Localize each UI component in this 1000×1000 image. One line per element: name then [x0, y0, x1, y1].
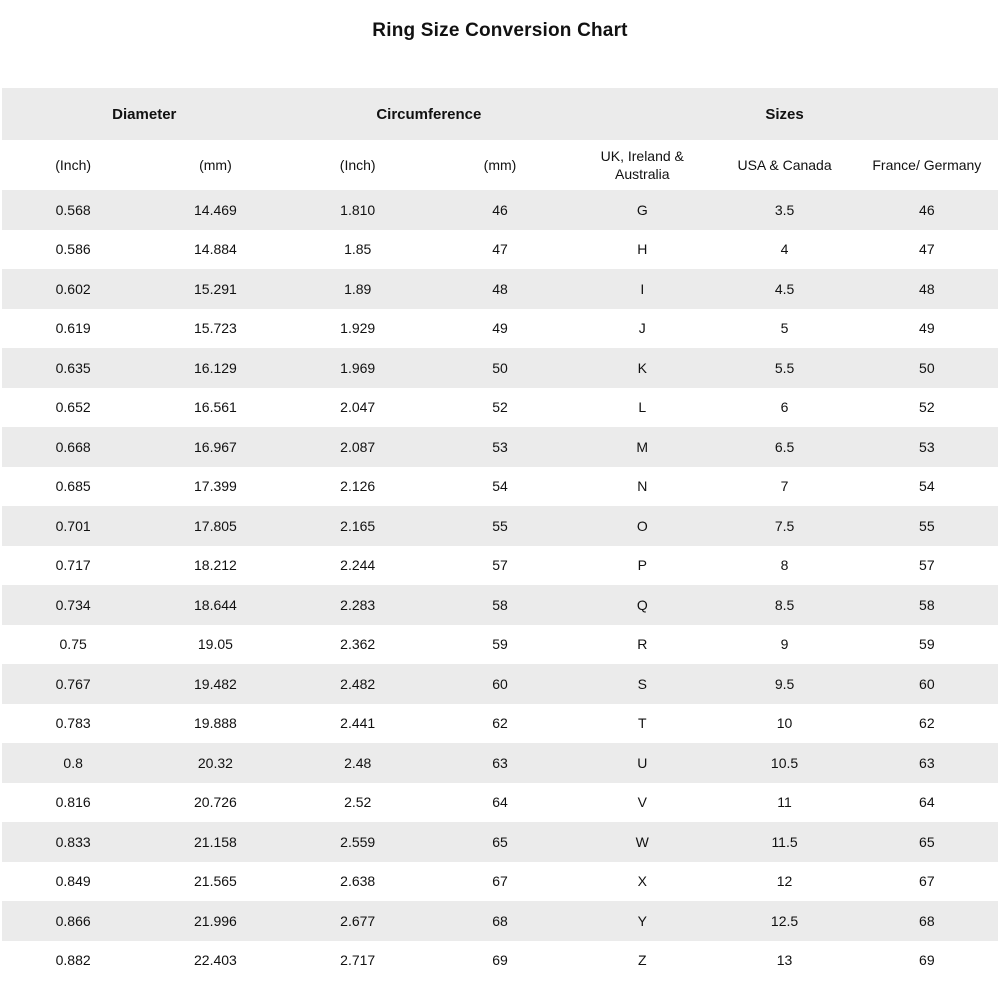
cell-size-france-germany: 69	[919, 952, 935, 969]
cell-diameter-inch: 0.568	[55, 201, 91, 218]
cell-circumference-inch: 1.89	[344, 280, 372, 297]
cell-size-france-germany: 47	[919, 241, 935, 258]
cell-size-uk-ireland-australia: L	[638, 399, 647, 416]
cell-diameter-mm: 17.805	[194, 517, 237, 534]
table-row	[2, 427, 998, 467]
cell-size-france-germany: 54	[919, 478, 935, 495]
table-header	[2, 88, 998, 190]
cell-diameter-inch: 0.586	[55, 241, 91, 258]
cell-size-usa-canada: 4	[780, 241, 789, 258]
cell-size-france-germany: 52	[919, 399, 935, 416]
cell-diameter-mm: 19.05	[197, 636, 233, 653]
cell-size-usa-canada: 10.5	[770, 754, 799, 771]
cell-circumference-mm: 58	[492, 596, 508, 613]
column-header-diameter-mm: (mm)	[144, 140, 286, 190]
table-row	[2, 309, 998, 349]
table-row	[2, 941, 998, 981]
column-header-size-france-germany: France/ Germany	[856, 140, 998, 190]
cell-diameter-mm: 22.403	[194, 952, 237, 969]
cell-circumference-inch: 1.810	[340, 201, 376, 218]
table-body	[2, 190, 998, 980]
cell-circumference-mm: 46	[492, 201, 508, 218]
cell-size-france-germany: 62	[919, 715, 935, 732]
table-row	[2, 230, 998, 270]
cell-circumference-mm: 65	[492, 833, 508, 850]
cell-size-uk-ireland-australia: N	[637, 478, 648, 495]
cell-circumference-mm: 60	[492, 675, 508, 692]
group-header-diameter: Diameter	[2, 88, 287, 140]
cell-circumference-inch: 2.362	[340, 636, 376, 653]
cell-diameter-inch: 0.75	[59, 636, 87, 653]
cell-size-usa-canada: 8	[780, 557, 789, 574]
cell-diameter-mm: 19.482	[194, 675, 237, 692]
table-row	[2, 822, 998, 862]
cell-size-france-germany: 50	[919, 359, 935, 376]
table-row	[2, 348, 998, 388]
column-header-row	[2, 140, 998, 190]
cell-size-usa-canada: 10	[776, 715, 793, 732]
cell-circumference-mm: 50	[492, 359, 508, 376]
cell-size-usa-canada: 7.5	[774, 517, 795, 534]
cell-size-usa-canada: 8.5	[774, 596, 795, 613]
cell-circumference-mm: 67	[492, 873, 508, 890]
cell-circumference-mm: 69	[492, 952, 508, 969]
cell-size-uk-ireland-australia: K	[637, 359, 647, 376]
cell-diameter-inch: 0.816	[55, 794, 91, 811]
cell-circumference-inch: 1.929	[340, 320, 376, 337]
cell-size-usa-canada: 5	[780, 320, 789, 337]
cell-size-uk-ireland-australia: I	[640, 280, 645, 297]
column-header-diameter-inch: (Inch)	[2, 140, 144, 190]
cell-diameter-inch: 0.783	[55, 715, 91, 732]
cell-size-usa-canada: 3.5	[774, 201, 795, 218]
cell-size-france-germany: 67	[919, 873, 935, 890]
cell-diameter-mm: 21.158	[194, 833, 237, 850]
cell-size-usa-canada: 9.5	[774, 675, 795, 692]
table-row	[2, 743, 998, 783]
cell-size-uk-ireland-australia: T	[637, 715, 647, 732]
cell-size-usa-canada: 9	[780, 636, 789, 653]
cell-diameter-inch: 0.701	[55, 517, 91, 534]
cell-circumference-inch: 2.482	[340, 675, 376, 692]
cell-size-france-germany: 55	[919, 517, 935, 534]
cell-circumference-mm: 48	[492, 280, 508, 297]
cell-circumference-mm: 59	[492, 636, 508, 653]
cell-diameter-inch: 0.8	[63, 754, 83, 771]
cell-diameter-mm: 16.967	[194, 438, 237, 455]
cell-circumference-inch: 1.969	[340, 359, 376, 376]
cell-size-uk-ireland-australia: X	[637, 873, 647, 890]
cell-diameter-inch: 0.717	[55, 557, 91, 574]
cell-diameter-inch: 0.882	[55, 952, 91, 969]
cell-size-uk-ireland-australia: H	[637, 241, 648, 258]
cell-size-uk-ireland-australia: M	[636, 438, 649, 455]
cell-circumference-inch: 2.244	[340, 557, 376, 574]
cell-size-uk-ireland-australia: G	[636, 201, 648, 218]
cell-circumference-inch: 2.638	[340, 873, 376, 890]
cell-circumference-mm: 63	[492, 754, 508, 771]
cell-diameter-inch: 0.619	[55, 320, 91, 337]
cell-size-usa-canada: 12	[776, 873, 793, 890]
cell-size-uk-ireland-australia: Q	[636, 596, 648, 613]
cell-circumference-inch: 2.126	[340, 478, 376, 495]
cell-circumference-inch: 2.441	[340, 715, 376, 732]
page-title: Ring Size Conversion Chart	[372, 20, 628, 41]
cell-diameter-inch: 0.734	[55, 596, 91, 613]
cell-circumference-mm: 47	[492, 241, 508, 258]
cell-diameter-inch: 0.668	[55, 438, 91, 455]
cell-circumference-inch: 2.087	[340, 438, 376, 455]
cell-diameter-mm: 21.565	[194, 873, 237, 890]
table-row	[2, 704, 998, 744]
table-row	[2, 546, 998, 586]
cell-size-france-germany: 58	[919, 596, 935, 613]
cell-size-uk-ireland-australia: Z	[637, 952, 647, 969]
group-header-circumference: Circumference	[287, 88, 572, 140]
cell-circumference-mm: 52	[492, 399, 508, 416]
table-row	[2, 664, 998, 704]
cell-size-uk-ireland-australia: J	[638, 320, 646, 337]
cell-size-usa-canada: 12.5	[770, 912, 799, 929]
column-header-circumference-inch: (Inch)	[287, 140, 429, 190]
cell-size-usa-canada: 11	[777, 794, 792, 811]
group-header-sizes: Sizes	[571, 88, 998, 140]
table-row	[2, 625, 998, 665]
cell-size-uk-ireland-australia: R	[637, 636, 648, 653]
cell-size-usa-canada: 13	[776, 952, 793, 969]
cell-diameter-mm: 14.469	[194, 201, 237, 218]
cell-circumference-inch: 2.677	[340, 912, 376, 929]
table-row	[2, 585, 998, 625]
cell-size-uk-ireland-australia: U	[637, 754, 648, 771]
cell-circumference-mm: 53	[492, 438, 508, 455]
table-row	[2, 862, 998, 902]
cell-circumference-mm: 68	[492, 912, 508, 929]
cell-circumference-mm: 64	[492, 794, 508, 811]
cell-diameter-mm: 21.996	[194, 912, 237, 929]
cell-diameter-mm: 16.561	[194, 399, 237, 416]
cell-diameter-mm: 20.32	[197, 754, 233, 771]
cell-size-france-germany: 59	[919, 636, 935, 653]
cell-circumference-inch: 2.559	[340, 833, 376, 850]
cell-size-france-germany: 63	[919, 754, 935, 771]
cell-circumference-mm: 49	[492, 320, 508, 337]
cell-diameter-mm: 19.888	[194, 715, 237, 732]
cell-size-uk-ireland-australia: W	[635, 833, 649, 850]
cell-size-usa-canada: 7	[780, 478, 789, 495]
cell-size-uk-ireland-australia: S	[637, 675, 647, 692]
cell-circumference-inch: 2.165	[340, 517, 376, 534]
cell-size-france-germany: 60	[919, 675, 935, 692]
table-row	[2, 506, 998, 546]
cell-size-france-germany: 64	[919, 794, 935, 811]
cell-diameter-mm: 15.291	[194, 280, 237, 297]
cell-diameter-mm: 15.723	[194, 320, 237, 337]
cell-size-france-germany: 65	[919, 833, 935, 850]
cell-diameter-mm: 14.884	[194, 241, 237, 258]
column-header-circumference-mm: (mm)	[429, 140, 571, 190]
cell-size-france-germany: 57	[919, 557, 935, 574]
cell-size-usa-canada: 4.5	[774, 280, 795, 297]
cell-circumference-inch: 2.52	[344, 794, 372, 811]
cell-diameter-mm: 18.644	[194, 596, 237, 613]
cell-diameter-inch: 0.602	[55, 280, 91, 297]
cell-size-uk-ireland-australia: O	[636, 517, 648, 534]
cell-diameter-mm: 16.129	[194, 359, 237, 376]
cell-circumference-inch: 2.047	[340, 399, 376, 416]
cell-circumference-inch: 2.283	[340, 596, 376, 613]
cell-size-usa-canada: 11.5	[771, 833, 798, 850]
cell-size-france-germany: 68	[919, 912, 935, 929]
cell-diameter-mm: 20.726	[194, 794, 237, 811]
cell-size-france-germany: 46	[919, 201, 935, 218]
cell-size-uk-ireland-australia: P	[637, 557, 647, 574]
cell-diameter-mm: 17.399	[194, 478, 237, 495]
cell-size-uk-ireland-australia: Y	[637, 912, 647, 929]
cell-size-usa-canada: 6.5	[774, 438, 795, 455]
column-group-header-row	[2, 88, 998, 140]
column-header-size-uk-ireland-australia: UK, Ireland & Australia	[571, 140, 713, 190]
cell-size-france-germany: 48	[919, 280, 935, 297]
cell-size-usa-canada: 6	[780, 399, 789, 416]
cell-diameter-inch: 0.685	[55, 478, 91, 495]
table-row	[2, 388, 998, 428]
cell-size-france-germany: 49	[919, 320, 935, 337]
cell-circumference-inch: 2.48	[344, 754, 372, 771]
table-row	[2, 901, 998, 941]
cell-circumference-inch: 2.717	[340, 952, 376, 969]
cell-circumference-inch: 1.85	[344, 241, 372, 258]
cell-diameter-inch: 0.652	[55, 399, 91, 416]
cell-diameter-inch: 0.635	[55, 359, 91, 376]
table-row	[2, 467, 998, 507]
cell-circumference-mm: 55	[492, 517, 508, 534]
cell-circumference-mm: 57	[492, 557, 508, 574]
cell-size-usa-canada: 5.5	[774, 359, 795, 376]
cell-size-uk-ireland-australia: V	[637, 794, 647, 811]
cell-diameter-inch: 0.833	[55, 833, 91, 850]
cell-diameter-mm: 18.212	[194, 557, 237, 574]
cell-diameter-inch: 0.866	[55, 912, 91, 929]
table-row	[2, 269, 998, 309]
table-row	[2, 783, 998, 823]
ring-size-table	[2, 88, 998, 980]
table-row	[2, 190, 998, 230]
cell-circumference-mm: 62	[492, 715, 508, 732]
cell-size-france-germany: 53	[919, 438, 935, 455]
cell-diameter-inch: 0.849	[55, 873, 91, 890]
cell-diameter-inch: 0.767	[55, 675, 91, 692]
cell-circumference-mm: 54	[492, 478, 508, 495]
column-header-size-usa-canada: USA & Canada	[713, 140, 855, 190]
